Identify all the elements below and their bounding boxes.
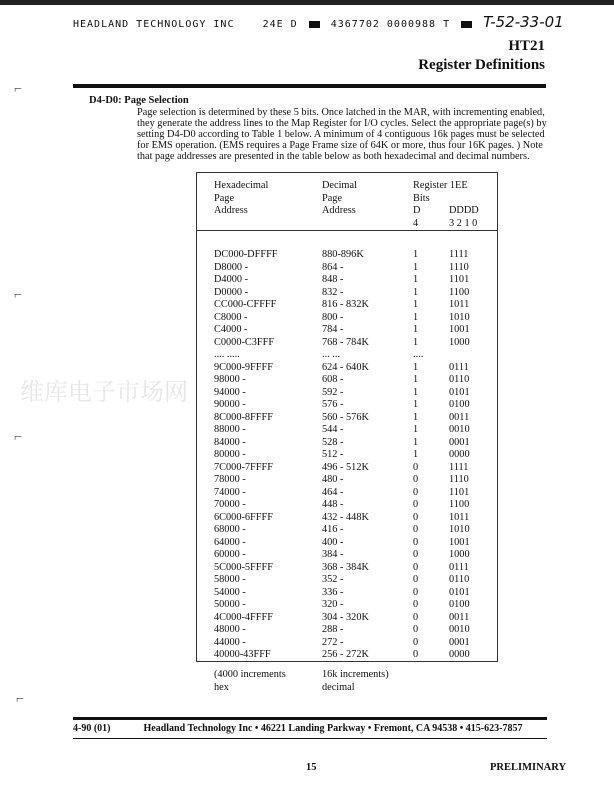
hex-address: D8000 - (214, 261, 249, 273)
hex-address: 84000 - (214, 436, 246, 448)
bit-d4: 0 (413, 524, 419, 535)
decimal-address: 432 - 448K (322, 511, 369, 523)
table-row (197, 512, 497, 525)
product-name: HT21 (508, 38, 545, 54)
company-address: Headland Technology Inc • 46221 Landing Parkway • Fremont, CA 94538 • 415-623-7857 (143, 723, 523, 734)
table-row (197, 524, 497, 537)
header-reg-bits (449, 205, 479, 230)
hex-address: 68000 - (214, 524, 246, 535)
decimal-address: 352 - (322, 574, 344, 585)
table-row (197, 487, 497, 500)
table-row (197, 287, 497, 300)
hex-address: 4C000-4FFFF (214, 611, 273, 623)
bits-d3-d0: 0011 (449, 411, 470, 423)
decimal-address: 400 - (322, 536, 344, 548)
hex-address: CC000-CFFFF (214, 299, 277, 310)
batch-code: 24E D (262, 19, 298, 30)
bit-d4: 1 (413, 374, 419, 385)
hex-address: .... ..... (214, 349, 240, 360)
bits-d3-d0: 1101 (449, 274, 470, 285)
hex-address: 44000 - (214, 636, 246, 648)
bit-d4: 1 (413, 386, 419, 398)
header-rule (73, 84, 546, 88)
bits-d3-d0: 0011 (449, 611, 470, 623)
decimal-address: 320 - (322, 599, 344, 610)
bits-d3-d0: 0000 (449, 449, 470, 460)
hex-address: C0000-C3FFF (214, 336, 275, 348)
bits-d3-d0: 0010 (449, 624, 470, 635)
bit-d4: .... (413, 349, 424, 360)
footnote-text: decimal (322, 682, 355, 693)
hex-address: 88000 - (214, 424, 246, 435)
hex-address: 60000 - (214, 549, 246, 560)
decimal-address: 272 - (322, 636, 344, 648)
bit-d4: 0 (413, 499, 419, 510)
bit-d4: 0 (413, 486, 419, 498)
table-row (197, 499, 497, 512)
decimal-address: 448 - (322, 499, 344, 510)
footnote-text: hex (214, 682, 229, 693)
bit-d4: 0 (413, 649, 419, 660)
table-row (197, 312, 497, 325)
binder-hole-mark: ⌐ (14, 288, 22, 303)
hex-address: D4000 - (214, 274, 249, 285)
bits-d3-d0: 0100 (449, 399, 470, 410)
decimal-address: 816 - 832K (322, 299, 369, 310)
binder-hole-mark: ⌐ (14, 82, 22, 97)
bit-d4: 0 (413, 474, 419, 485)
bit-d4: 0 (413, 461, 419, 473)
bit-d4: 1 (413, 324, 419, 335)
company-code: HEADLAND TECHNOLOGY INC (73, 19, 235, 30)
bit-d4: 1 (413, 336, 419, 348)
table-row (197, 562, 497, 575)
table-row (197, 399, 497, 412)
hex-address: 58000 - (214, 574, 246, 585)
bit-d4: 1 (413, 286, 419, 298)
hex-address: C4000 - (214, 324, 248, 335)
header-text: Decimal (322, 180, 357, 191)
header-hex (214, 180, 268, 218)
table-row (197, 537, 497, 550)
bits-d3-d0: 0010 (449, 424, 470, 435)
hex-address: 7C000-7FFFF (214, 461, 273, 473)
hex-address: DC000-DFFFF (214, 249, 278, 260)
header-text: Address (322, 205, 356, 217)
scan-top-border (0, 0, 614, 5)
bits-d3-d0: 0110 (449, 374, 470, 385)
hex-address: 8C000-8FFFF (214, 411, 273, 423)
table-row (197, 337, 497, 350)
page-address-table (196, 172, 498, 693)
decimal-address: 880-896K (322, 249, 364, 260)
table-row (197, 349, 497, 362)
decimal-address: 864 - (322, 261, 344, 273)
decimal-address: 480 - (322, 474, 344, 485)
hex-address: 9C000-9FFFF (214, 361, 273, 373)
hex-address: D0000 - (214, 286, 249, 298)
footnote-text: 16k increments) (322, 669, 389, 680)
table-row (197, 549, 497, 562)
hex-address: 50000 - (214, 599, 246, 610)
bits-d3-d0: 1110 (449, 474, 469, 485)
decimal-address: 784 - (322, 324, 344, 335)
decimal-address: 496 - 512K (322, 461, 369, 473)
decimal-address: 512 - (322, 449, 344, 460)
hex-address: 48000 - (214, 624, 246, 635)
header-text: DDDD (449, 205, 479, 216)
footnote-hex (214, 668, 286, 694)
decimal-address: 304 - 320K (322, 611, 369, 623)
table-row (197, 387, 497, 400)
decimal-address: 368 - 384K (322, 561, 369, 573)
table-row (197, 612, 497, 625)
header-text: Bits (413, 192, 430, 204)
footer-rule-thin (73, 738, 547, 739)
hex-address: 94000 - (214, 386, 246, 398)
bit-d4: 1 (413, 311, 419, 323)
table-row (197, 574, 497, 587)
bits-d3-d0: 0001 (449, 436, 470, 448)
table-row (197, 262, 497, 275)
bits-d3-d0: 0111 (449, 561, 469, 573)
table-row (197, 599, 497, 612)
bit-d4: 1 (413, 449, 419, 460)
decimal-address: ... ... (322, 349, 341, 360)
hex-address: 64000 - (214, 536, 246, 548)
hex-address: 40000-43FFF (214, 649, 271, 660)
bit-d4: 0 (413, 586, 419, 598)
table-row (197, 324, 497, 337)
table-row (197, 587, 497, 600)
header-text: Register 1EE (413, 180, 468, 191)
table-row (197, 437, 497, 450)
hex-address: 54000 - (214, 586, 246, 598)
bit-d4: 1 (413, 411, 419, 423)
bits-d3-d0: 0001 (449, 636, 470, 648)
table-row (197, 624, 497, 637)
bits-d3-d0: 0000 (449, 649, 470, 660)
header-text: Page (322, 192, 343, 204)
decimal-address: 608 - (322, 374, 344, 385)
decimal-address: 336 - (322, 586, 344, 598)
bit-d4: 1 (413, 424, 419, 435)
bits-d3-d0: 0110 (449, 574, 470, 585)
bits-d3-d0: 0100 (449, 599, 470, 610)
bit-d4: 0 (413, 574, 419, 585)
decimal-address: 288 - (322, 624, 344, 635)
decimal-address: 528 - (322, 436, 344, 448)
bit-d4: 1 (413, 399, 419, 410)
header-dec (322, 180, 357, 218)
bits-d3-d0: 1011 (449, 299, 470, 310)
barcode-mark (309, 21, 320, 28)
hex-address: 5C000-5FFFF (214, 561, 273, 573)
bits-d3-d0: 1010 (449, 311, 470, 323)
section-heading: D4-D0: Page Selection (89, 95, 189, 106)
decimal-address: 416 - (322, 524, 344, 535)
bits-d3-d0: 0101 (449, 586, 470, 598)
decimal-address: 464 - (322, 486, 344, 498)
footnote-text: (4000 increments (214, 669, 286, 680)
table-row (197, 249, 497, 262)
decimal-address: 544 - (322, 424, 344, 435)
header-text: Page (214, 192, 235, 204)
hex-address: 74000 - (214, 486, 246, 498)
decimal-address: 848 - (322, 274, 344, 285)
status-label: PRELIMINARY (490, 762, 567, 773)
scan-header-line (73, 13, 564, 31)
bits-d3-d0: 0101 (449, 386, 470, 398)
hex-address: 6C000-6FFFF (214, 511, 273, 523)
page-title: Register Definitions (418, 57, 545, 73)
bit-d4: 0 (413, 611, 419, 623)
bits-d3-d0: 1010 (449, 524, 470, 535)
bit-d4: 1 (413, 249, 419, 260)
bit-d4: 0 (413, 599, 419, 610)
bit-d4: 0 (413, 636, 419, 648)
decimal-address: 800 - (322, 311, 344, 323)
bits-d3-d0: 1101 (449, 486, 470, 498)
bit-d4: 0 (413, 511, 419, 523)
footer-line (73, 723, 522, 734)
bit-d4: 1 (413, 274, 419, 285)
table-row (197, 449, 497, 462)
binder-hole-mark: ⌐ (14, 430, 22, 445)
watermark: 维库电子市场网 (20, 378, 188, 406)
footer-rule (73, 717, 547, 720)
hex-address: 78000 - (214, 474, 246, 485)
table-row (197, 374, 497, 387)
table-row (197, 412, 497, 425)
bits-d3-d0: 1100 (449, 499, 470, 510)
decimal-address: 768 - 784K (322, 336, 369, 348)
bits-d3-d0: 1110 (449, 261, 469, 273)
revision: 4-90 (01) (73, 723, 111, 734)
barcode-mark (461, 21, 472, 28)
bits-d3-d0: 1111 (449, 249, 469, 260)
table-row (197, 637, 497, 650)
bits-d3-d0: 0111 (449, 361, 469, 373)
hex-address: 80000 - (214, 449, 246, 460)
bit-d4: 1 (413, 261, 419, 273)
bit-d4: 1 (413, 436, 419, 448)
bit-d4: 0 (413, 536, 419, 548)
hex-address: 70000 - (214, 499, 246, 510)
bits-d3-d0: 1001 (449, 324, 470, 335)
bit-d4: 1 (413, 361, 419, 373)
doc-number: 4367702 0000988 T (330, 19, 451, 30)
table-header-rule (196, 230, 498, 231)
table-row (197, 474, 497, 487)
bits-d3-d0: 1011 (449, 511, 470, 523)
bits-d3-d0: 1100 (449, 286, 470, 298)
binder-hole-mark: ⌐ (16, 692, 24, 707)
bit-d4: 1 (413, 299, 419, 310)
table-row (197, 274, 497, 287)
bit-d4: 0 (413, 549, 419, 560)
section-body: Page selection is determined by these 5 bits. Once latched in the MAR, with incrementing enabled, they generate the address lines to the Map Register for I/O cycles. Select the appropriate page(s) by setting D4-D0 according to Table 1 below. A minimum of 4 contiguous 16k pages must be selected for EMS operation. (EMS requires a Page Frame size of 64K or more, thus four 16K pages. ) Note that page addresses are presented in the table below as both hexadecimal and decimal numbers. (137, 107, 547, 162)
decimal-address: 624 - 640K (322, 361, 369, 373)
table-row (197, 649, 497, 662)
footnote-dec (322, 668, 389, 694)
decimal-address: 592 - (322, 386, 344, 398)
decimal-address: 576 - (322, 399, 344, 410)
bits-d3-d0: 1001 (449, 536, 470, 548)
bit-d4: 0 (413, 561, 419, 573)
header-text: 3 2 1 0 (449, 217, 478, 229)
bits-d3-d0: 1000 (449, 549, 470, 560)
bit-d4: 0 (413, 624, 419, 635)
hex-address: 90000 - (214, 399, 246, 410)
header-text: Hexadecimal (214, 180, 269, 191)
handwritten-code: T-52-33-01 (483, 13, 564, 31)
bits-d3-d0: 1000 (449, 336, 470, 348)
decimal-address: 560 - 576K (322, 411, 369, 423)
decimal-address: 256 - 272K (322, 649, 369, 660)
decimal-address: 832 - (322, 286, 344, 298)
page-number: 15 (306, 762, 317, 773)
table-row (197, 299, 497, 312)
bits-d3-d0: 1111 (449, 461, 469, 473)
decimal-address: 384 - (322, 549, 344, 560)
table-row (197, 362, 497, 375)
header-text: Address (214, 205, 248, 217)
hex-address: C8000 - (214, 311, 248, 323)
header-text: D (413, 205, 421, 217)
header-text: 4 (413, 217, 419, 229)
hex-address: 98000 - (214, 374, 246, 385)
table-row (197, 462, 497, 475)
table-row (197, 424, 497, 437)
